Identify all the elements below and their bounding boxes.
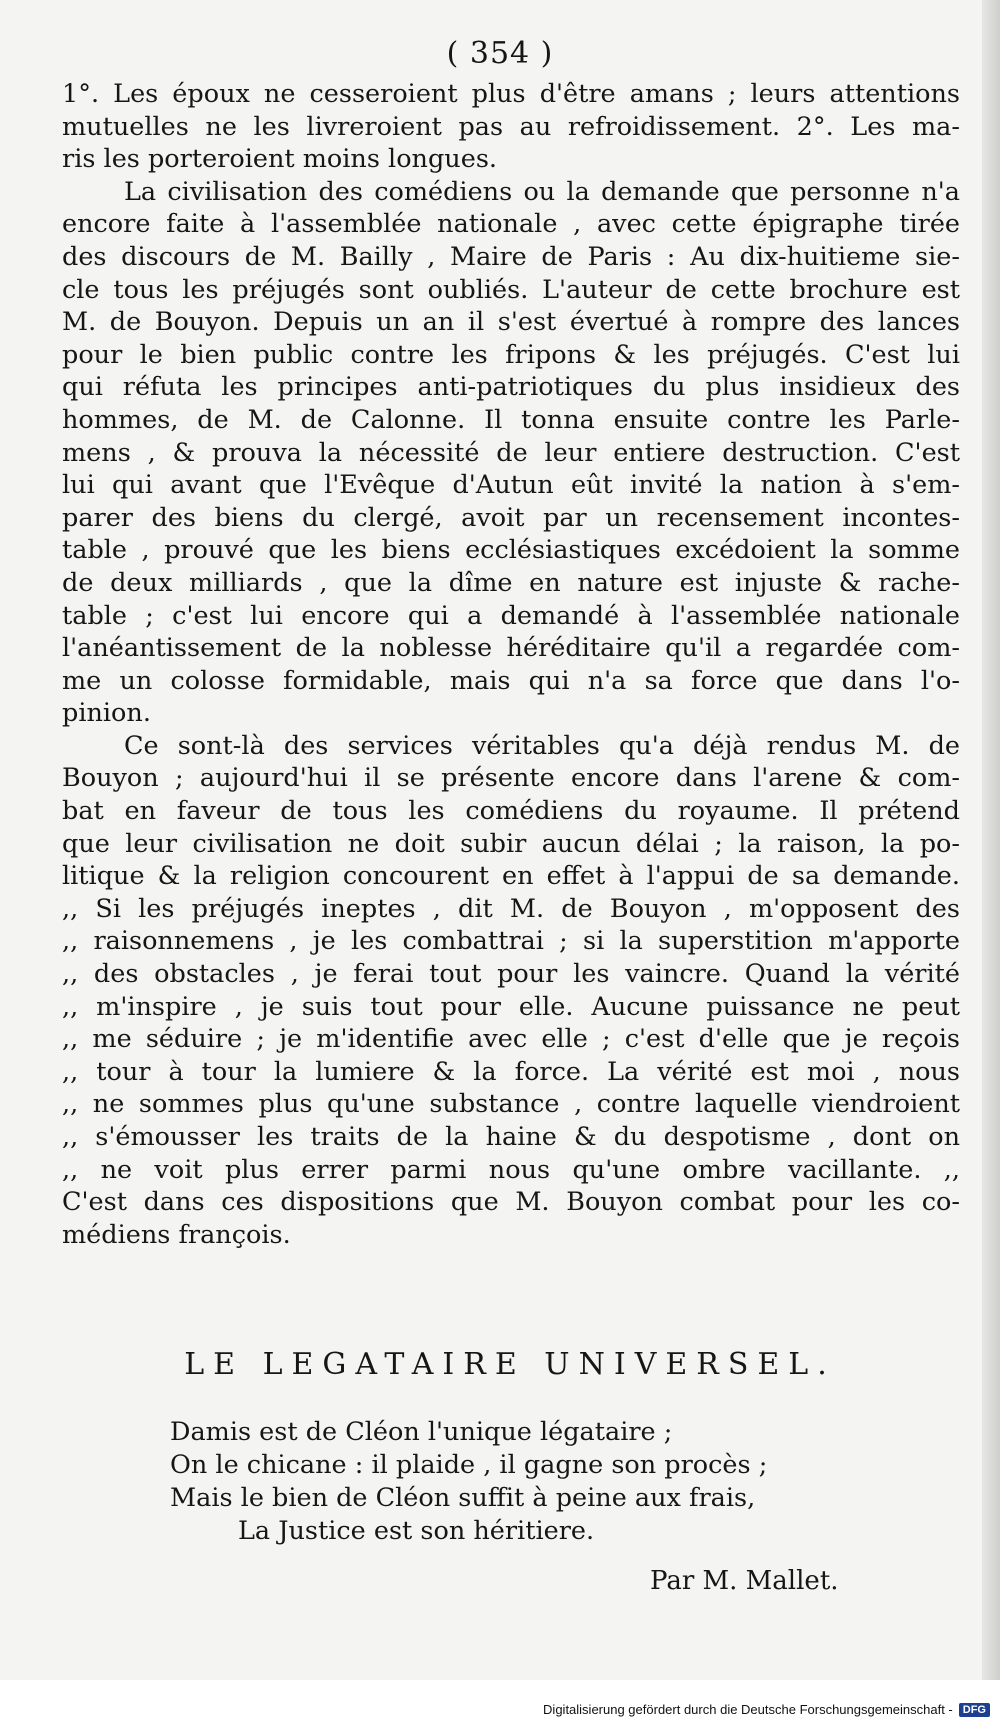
text-line: litique & la religion concourent en effet à l'appui de sa demande. [62, 861, 960, 892]
dfg-logo-icon: DFG [959, 1703, 990, 1717]
credit-text: Digitalisierung gefördert durch die Deutsche Forschungsgemeinschaft - [543, 1702, 953, 1717]
poem-line: La Justice est son héritiere. [238, 1516, 595, 1546]
text-line: table ; c'est lui encore qui a demandé à l'assemblée nationale [62, 600, 960, 631]
poem [170, 1416, 767, 1548]
text-line: pour le bien public contre les fripons & les préjugés. C'est lui [62, 339, 960, 370]
section-heading: LE LEGATAIRE UNIVERSEL. [184, 1347, 836, 1382]
body-text [62, 78, 960, 1251]
poem-line: Damis est de Cléon l'unique légataire ; [170, 1417, 673, 1447]
text-line: cle tous les préjugés sont oubliés. L'auteur de cette brochure est [62, 274, 960, 305]
text-line: des discours de M. Bailly , Maire de Paris : Au dix-huitieme sie- [62, 241, 960, 272]
text-line: mutuelles ne les livreroient pas au refroidissement. 2°. Les ma- [62, 111, 960, 142]
text-line: 1°. Les époux ne cesseroient plus d'être amans ; leurs attentions [62, 79, 960, 109]
text-line: mens , & prouva la nécessité de leur entiere destruction. C'est [62, 437, 960, 468]
quote-line: ,, raisonnemens , je les combattrai ; si la superstition m'apporte [62, 926, 960, 957]
quote-line: ,, ne sommes plus qu'une substance , contre laquelle viendroient [62, 1089, 960, 1120]
quote-line: ,, s'émousser les traits de la haine & du despotisme , dont on [62, 1122, 960, 1152]
text-line: parer des biens du clergé, avoit par un recensement incontes- [62, 502, 960, 533]
page-number: ( 354 ) [446, 36, 554, 71]
text-line: encore faite à l'assemblée nationale , avec cette épigraphe tirée [62, 209, 960, 240]
text-line: C'est dans ces dispositions que M. Bouyon combat pour les co- [62, 1187, 960, 1218]
quote-line: ,, ne voit plus errer parmi nous qu'une ombre vacillante. ,, [62, 1154, 960, 1185]
digitization-credit [543, 1702, 990, 1717]
text-line: M. de Bouyon. Depuis un an il s'est évertué à rompre des lances [62, 307, 960, 338]
quote-line: ,, me séduire ; je m'identifie avec elle ; c'est d'elle que je reçois [62, 1024, 960, 1055]
text-line: bat en faveur de tous les comédiens du royaume. Il prétend [62, 796, 960, 827]
text-line: Bouyon ; aujourd'hui il se présente encore dans l'arene & com- [62, 763, 960, 794]
page-edge-shadow [982, 0, 1000, 1680]
poem-line: On le chicane : il plaide , il gagne son procès ; [170, 1450, 768, 1480]
text-line: lui qui avant que l'Evêque d'Autun eût invité la nation à s'em- [62, 470, 960, 501]
text-line: me un colosse formidable, mais qui n'a sa force que dans l'o- [62, 665, 960, 696]
text-line: de deux milliards , que la dîme en nature est injuste & rache- [62, 567, 960, 598]
text-line: La civilisation des comédiens ou la demande que personne n'a [124, 176, 960, 207]
poem-line: Mais le bien de Cléon suffit à peine aux frais, [170, 1483, 756, 1513]
text-line: qui réfuta les principes anti-patriotiques du plus insidieux des [62, 372, 960, 403]
quote-line: ,, m'inspire , je suis tout pour elle. Aucune puissance ne peut [62, 991, 960, 1022]
text-line: médiens françois. [62, 1219, 291, 1250]
text-line: l'anéantissement de la noblesse héréditaire qu'il a regardée com- [62, 633, 960, 664]
text-line: pinion. [62, 698, 151, 729]
quote-line: ,, tour à tour la lumiere & la force. La vérité est moi , nous [62, 1056, 960, 1087]
text-line: que leur civilisation ne doit subir aucun délai ; la raison, la po- [62, 828, 960, 859]
quote-line: ,, des obstacles , je ferai tout pour les vaincre. Quand la vérité [62, 959, 960, 990]
text-line: ris les porteroient moins longues. [62, 144, 498, 175]
text-line: hommes, de M. de Calonne. Il tonna ensuite contre les Parle- [62, 404, 960, 435]
quote-line: ,, Si les préjugés ineptes , dit M. de Bouyon , m'opposent des [62, 893, 960, 924]
author-signature: Par M. Mallet. [650, 1566, 839, 1596]
text-line: table , prouvé que les biens ecclésiastiques excédoient la somme [62, 535, 960, 566]
text-line: Ce sont-là des services véritables qu'a déjà rendus M. de [124, 730, 960, 761]
